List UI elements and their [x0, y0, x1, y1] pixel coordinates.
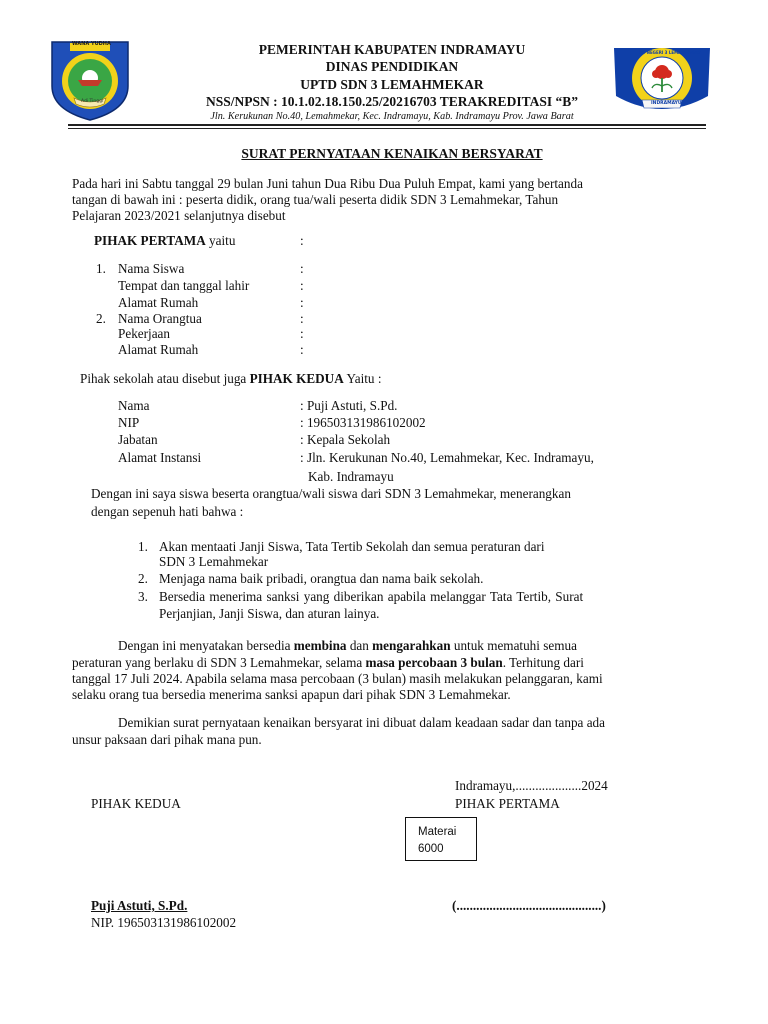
letterhead-line-1: PEMERINTAH KABUPATEN INDRAMAYU [258, 42, 526, 57]
row-colon: : [300, 261, 304, 276]
bold-membina: membina [293, 638, 347, 653]
row-label: Alamat Rumah [118, 342, 199, 357]
commitment-line-2 [72, 654, 584, 671]
list-number: 2. [138, 571, 148, 586]
row-colon: : [300, 326, 304, 341]
list-text-cont: Perjanjian, Janji Siswa, dan aturan lainya. [159, 606, 380, 621]
text: dan [346, 638, 373, 653]
row-number: 2. [96, 311, 106, 326]
letterhead-line-4: NSS/NPSN : 10.1.02.18.150.25/20216703 TERAKREDITASI “B” [206, 94, 578, 109]
list-text: Bersedia menerima sanksi yang diberikan apabila melanggar Tata Tertib, Surat [159, 589, 584, 604]
right-signatory-role: PIHAK PERTAMA [455, 796, 560, 811]
right-logo-ribbon: INDRAMAYU [651, 101, 682, 106]
text: untuk mematuhi semua [450, 638, 577, 653]
letterhead-line-2: DINAS PENDIDIKAN [325, 59, 459, 74]
row-label: Alamat Rumah [118, 295, 199, 310]
closing-line-2: unsur paksaan dari pihak mana pun. [72, 732, 262, 747]
row-label: Jabatan [118, 432, 158, 447]
row-colon: : [300, 278, 304, 293]
row-label: Nama [118, 398, 150, 413]
left-signatory-nip: NIP. 196503131986102002 [91, 915, 237, 930]
list-text: Menjaga nama baik pribadi, orangtua dan nama baik sekolah. [159, 571, 484, 586]
letterhead-divider-thin [68, 128, 706, 129]
row-colon: : [300, 295, 304, 310]
row-value: : Puji Astuti, S.Pd. [300, 398, 398, 413]
letterhead-address: Jln. Kerukunan No.40, Lemahmekar, Kec. Indramayu, Kab. Indramayu Prov. Jawa Barat [210, 111, 574, 122]
pihak-kedua-intro-pre: Pihak sekolah atau disebut juga [80, 371, 250, 386]
letterhead-line-3: UPTD SDN 3 LEMAHMEKAR [300, 77, 484, 92]
row-label: Nama Orangtua [118, 311, 202, 326]
left-logo-text: WANA YUDHA [72, 41, 111, 47]
row-value: : Jln. Kerukunan No.40, Lemahmekar, Kec. Indramayu, [300, 450, 594, 465]
pihak-pertama-colon: : [300, 233, 304, 248]
intro-line-1: Pada hari ini Sabtu tanggal 29 bulan Juni tahun Dua Ribu Dua Puluh Empat, kami yang bertanda [72, 176, 583, 191]
text: peraturan yang berlaku di SDN 3 Lemahmekar, selama [72, 655, 366, 670]
pihak-pertama-heading [94, 232, 235, 249]
row-value: : Kepala Sekolah [300, 432, 391, 447]
materai-stamp-box: Materai 6000 [405, 817, 477, 861]
left-signatory-role: PIHAK KEDUA [91, 796, 181, 811]
pihak-kedua-label: PIHAK KEDUA [249, 371, 344, 386]
text: . Terhitung dari [502, 655, 584, 670]
pihak-pertama-yaitu: yaitu [205, 233, 236, 248]
declaration-line-2: dengan sepenuh hati bahwa : [91, 504, 244, 519]
row-colon: : [300, 311, 304, 326]
list-number: 3. [138, 589, 148, 604]
left-logo-ribbon: Adi Tinggi [81, 99, 104, 104]
row-colon: : [300, 342, 304, 357]
commitment-line-3: tanggal 17 Juli 2024. Apabila selama masa percobaan (3 bulan) masih melakukan pelanggaran, kami [72, 671, 603, 686]
bold-mengarahkan: mengarahkan [372, 638, 451, 653]
right-signatory-name: (............................................) [452, 898, 606, 913]
row-value: : 196503131986102002 [300, 415, 426, 430]
address-continuation: Kab. Indramayu [308, 469, 394, 484]
text: Dengan ini menyatakan bersedia [118, 638, 294, 653]
indramayu-regency-logo [48, 36, 132, 122]
declaration-line-1: Dengan ini saya siswa beserta orangtua/wali siswa dari SDN 3 Lemahmekar, menerangkan [91, 486, 571, 501]
letterhead-divider [68, 124, 706, 126]
list-text: Akan mentaati Janji Siswa, Tata Tertib Sekolah dan semua peraturan dari [159, 539, 545, 554]
place-date: Indramayu,....................2024 [455, 778, 608, 793]
commitment-line-4: selaku orang tua bersedia menerima sanksi apapun dari pihak SDN 3 Lemahmekar. [72, 687, 511, 702]
intro-line-3: Pelajaran 2023/2021 selanjutnya disebut [72, 208, 286, 223]
row-label: Tempat dan tanggal lahir [118, 278, 250, 293]
row-label: Alamat Instansi [118, 450, 202, 465]
intro-line-2: tangan di bawah ini : peserta didik, orang tua/wali peserta didik SDN 3 Lemahmekar, Tahun [72, 192, 559, 207]
list-text-cont: SDN 3 Lemahmekar [159, 554, 269, 569]
bold-masa-percobaan: masa percobaan 3 bulan [365, 655, 503, 670]
closing-line-1: Demikian surat pernyataan kenaikan bersyarat ini dibuat dalam keadaan sadar dan tanpa ada [118, 715, 605, 730]
row-label: NIP [118, 415, 140, 430]
left-signatory-name: Puji Astuti, S.Pd. [91, 898, 188, 913]
pihak-kedua-intro-post: Yaitu : [343, 371, 382, 386]
document-title: SURAT PERNYATAAN KENAIKAN BERSYARAT [241, 146, 543, 161]
list-number: 1. [138, 539, 148, 554]
row-label: Pekerjaan [118, 326, 170, 341]
commitment-line-1 [118, 637, 577, 654]
pihak-pertama-label: PIHAK PERTAMA [94, 233, 206, 248]
pihak-kedua-intro [80, 370, 381, 387]
row-label: Nama Siswa [118, 261, 185, 276]
right-logo-ring-text: SD NEGERI 3 LEMAHMEKAR [639, 50, 701, 55]
row-number: 1. [96, 261, 106, 276]
